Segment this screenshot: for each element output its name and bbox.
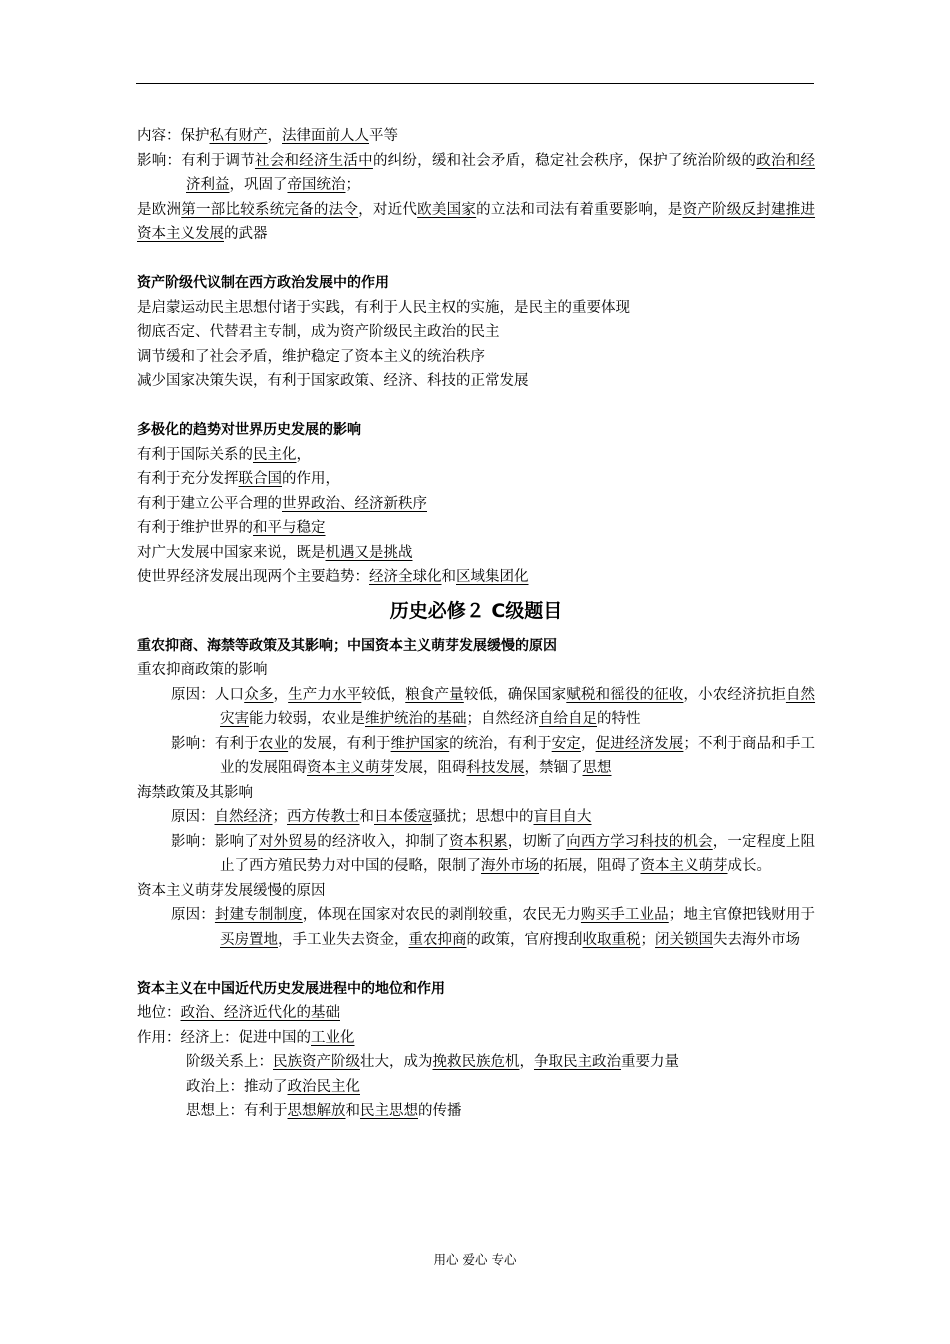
list-item: 是启蒙运动民主思想付诸于实践，有利于人民主权的实施，是民主的重要体现 — [137, 299, 630, 316]
list-item: 有利于维护世界的和平与稳定 — [137, 520, 326, 536]
page-body — [137, 124, 815, 1124]
list-item: 减少国家决策失误，有利于国家政策、经济、科技的正常发展 — [137, 373, 529, 389]
sub-heading: 重农抑商政策的影响 — [137, 662, 268, 678]
list-item: 彻底否定、代替君主专制，成为资产阶级民主政治的民主 — [137, 324, 500, 340]
page-footer: 用心 爱心 专心 — [433, 1252, 517, 1267]
page-title: 历史必修２ C级题目 — [389, 599, 563, 622]
list-item: 有利于建立公平合理的世界政治、经济新秩序 — [137, 495, 427, 512]
section-heading: 多极化的趋势对世界历史发展的影响 — [137, 422, 361, 438]
cause-line: 原因：人口众多，生产力水平较低，粮食产量较低，确保国家赋税和徭役的征收，小农经济抗拒自然灾害能力较弱，农业是维护统治的基础；自然经济自给自足的特性 — [171, 686, 816, 727]
role-line: 思想上：有利于思想解放和民主思想的传播 — [186, 1103, 462, 1119]
section-heading: 资产阶级代议制在西方政治发展中的作用 — [137, 275, 389, 291]
effect-line: 影响：有利于农业的发展，有利于维护国家的统治，有利于安定，促进经济发展；不利于商品和手工业的发展阻碍资本主义萌芽发展，阻碍科技发展，禁锢了思想 — [171, 735, 816, 776]
content-line: 内容：保护私有财产，法律面前人人平等 — [137, 128, 398, 144]
section-heading: 重农抑商、海禁等政策及其影响；中国资本主义萌芽发展缓慢的原因 — [137, 637, 557, 654]
significance-line: 是欧洲第一部比较系统完备的法令，对近代欧美国家的立法和司法有着重要影响，是资产阶级反封建推进资本主义发展的武器 — [137, 201, 816, 242]
section-heading: 资本主义在中国近代历史发展进程中的地位和作用 — [137, 980, 445, 997]
role-line: 阶级关系上：民族资产阶级壮大，成为挽救民族危机，争取民主政治重要力量 — [186, 1054, 679, 1070]
list-item: 调节缓和了社会矛盾，维护稳定了资本主义的统治秩序 — [137, 348, 485, 365]
list-item: 有利于充分发挥联合国的作用， — [137, 471, 340, 487]
influence-line: 影响：有利于调节社会和经济生活中的纠纷，缓和社会矛盾，稳定社会秩序，保护了统治阶级的政治和经济利益，巩固了帝国统治； — [137, 152, 816, 193]
role-line: 政治上：推动了政治民主化 — [186, 1078, 360, 1095]
cause-line: 原因：自然经济；西方传教士和日本倭寇骚扰；思想中的盲目自大 — [171, 809, 592, 825]
effect-line: 影响：影响了对外贸易的经济收入，抑制了资本积累，切断了向西方学习科技的机会，一定程度上阻止了西方殖民势力对中国的侵略，限制了海外市场的拓展，阻碍了资本主义萌芽成长。 — [171, 833, 816, 874]
role-line: 作用：经济上：促进中国的工业化 — [137, 1029, 355, 1046]
list-item: 使世界经济发展出现两个主要趋势：经济全球化和区域集团化 — [137, 569, 529, 585]
sub-heading: 海禁政策及其影响 — [137, 784, 253, 801]
header-rule — [136, 83, 814, 84]
status-line: 地位：政治、经济近代化的基础 — [137, 1005, 340, 1021]
list-item: 有利于国际关系的民主化， — [137, 446, 311, 463]
list-item: 对广大发展中国家来说，既是机遇又是挑战 — [137, 544, 413, 561]
sub-heading: 资本主义萌芽发展缓慢的原因 — [137, 882, 326, 899]
cause-line: 原因：封建专制制度，体现在国家对农民的剥削较重，农民无力购买手工业品；地主官僚把钱财用于买房置地，手工业失去资金，重农抑商的政策，官府搜刮收取重税；闭关锁国失去海外市场 — [171, 907, 816, 948]
